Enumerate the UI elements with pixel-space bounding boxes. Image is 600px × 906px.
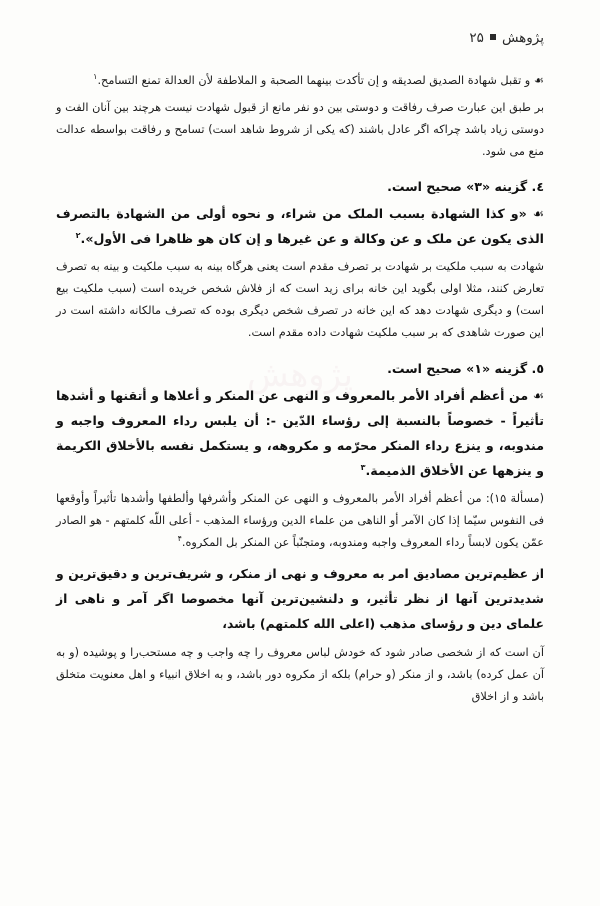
quote-text: (مسألة ۱۵): من أعظم أفراد الأمر بالمعروف و النهی عن المنکر وأشرفها وألطفها وأشدها تأثیراً وأوقعها فی النفوس سیّما إذا کان الآمر أو الناهی من علماء الدین ورؤساء المذهب - أعلی اللّه کلمتهم - هو الصادر عمّن یکون لابساً رداء المعروف واجبه ومندوبه، ومتجنّباً عن المنکر بل المکروه. [56,492,544,550]
paragraph: بر طبق این عبارت صرف رفاقت و دوستی بین دو نفر مانع از قبول شهادت نیست هرچند بین آنان الفت و دوستی زیاد باشد چراکه اگر عادل باشند (که یکی از شروط شاهد است) تسامح و رفاقت بواسطه عدالت منع می شود. [56,101,544,159]
quote-block [56,201,544,251]
quote-block [56,383,544,484]
quote-block [56,488,544,554]
footnote-ref: ۴ [177,534,182,544]
footnote-ref: ۱ [93,72,98,82]
leaf-ornament-icon: ☙ [533,74,544,87]
quote-text: من أعظم أفراد الأمر بالمعروف و النهی عن المنکر و أعلاها و أتقنها و أشدها تأثیراً - خصوصاً بالنسبة إلی رؤساء الدّین -: أن یلبس رداء المعروف واجبه و مندوبه، و ینزع رداء المنکر محرّمه و مکروهه، و یستکمل نفسه بالأخلاق الکریمة و ینزهها عن الأخلاق الذمیمة. [56,387,544,479]
watermark-text: پژوهش [247,355,353,395]
paragraph: آن است که از شخصی صادر شود که خودش لباس معروف را چه واجب و چه مستحب‌را و پوشیده (و به آن عمل کرده) باشد، و از منکر (و حرام) بلکه از مکروه دور باشد، و به اخلاق انبیاء و اهل معنویت متخلق باشد و از اخلاق [56,645,544,703]
quote-text: «و کذا الشهادة بسبب الملک من شراء، و نحوه أولی من الشهادة بالتصرف الذی یکون عن ملک و عن وکالة و عن غیرها و إن کان هو ظاهرا فی الأول». [56,206,544,247]
paragraph: شهادت به سبب ملکیت بر شهادت بر تصرف مقدم است یعنی هرگاه بینه به سبب ملکیت و بینه به تصرف تعارض کنند، مثلا اولی بگوید این خانه برای زید است که از فلاش شخص خریده است (سبب ملکیت بیع است) و دیگری شهادت دهد که این خانه در تصرف شخص دیگری بوده که تصرف مالکانه داشته است در این صورت شاهدی که بر سبب ملکیت شهادت داده مقدم است. [56,260,544,340]
header-title: پژوهش [501,30,544,46]
footnote-ref: ۳ [360,462,366,472]
section-heading: ٤. گزینه «۳» صحیح است. [387,179,544,195]
page-body [56,70,544,713]
quote-block [56,70,544,92]
page-number: ۲۵ [469,30,484,46]
leaf-ornament-icon: ☙ [532,206,544,222]
page-header [56,30,544,46]
quote-text: و تقبل شهادة الصدیق لصدیقه و إن تأکدت بینهما الصحبة و الملاطفة لأن العدالة تمنع التسامح. [97,74,531,87]
section-heading: ٥. گزینه «۱» صحیح است. [387,360,544,376]
footnote-ref: ۲ [75,231,81,241]
header-separator-icon [490,34,496,40]
leaf-ornament-icon: ☙ [532,387,545,403]
emphasis-paragraph: از عظیم‌ترین مصادیق امر به معروف و نهی از منکر، و شریف‌ترین و دقیق‌ترین و شدیدترین آنها از نظر تأثیر، و دلنشین‌ترین آنها مخصوصا اگر آمر و ناهی از علمای دین و رؤسای مذهب (اعلی الله کلمتهم) باشد، [56,566,544,631]
